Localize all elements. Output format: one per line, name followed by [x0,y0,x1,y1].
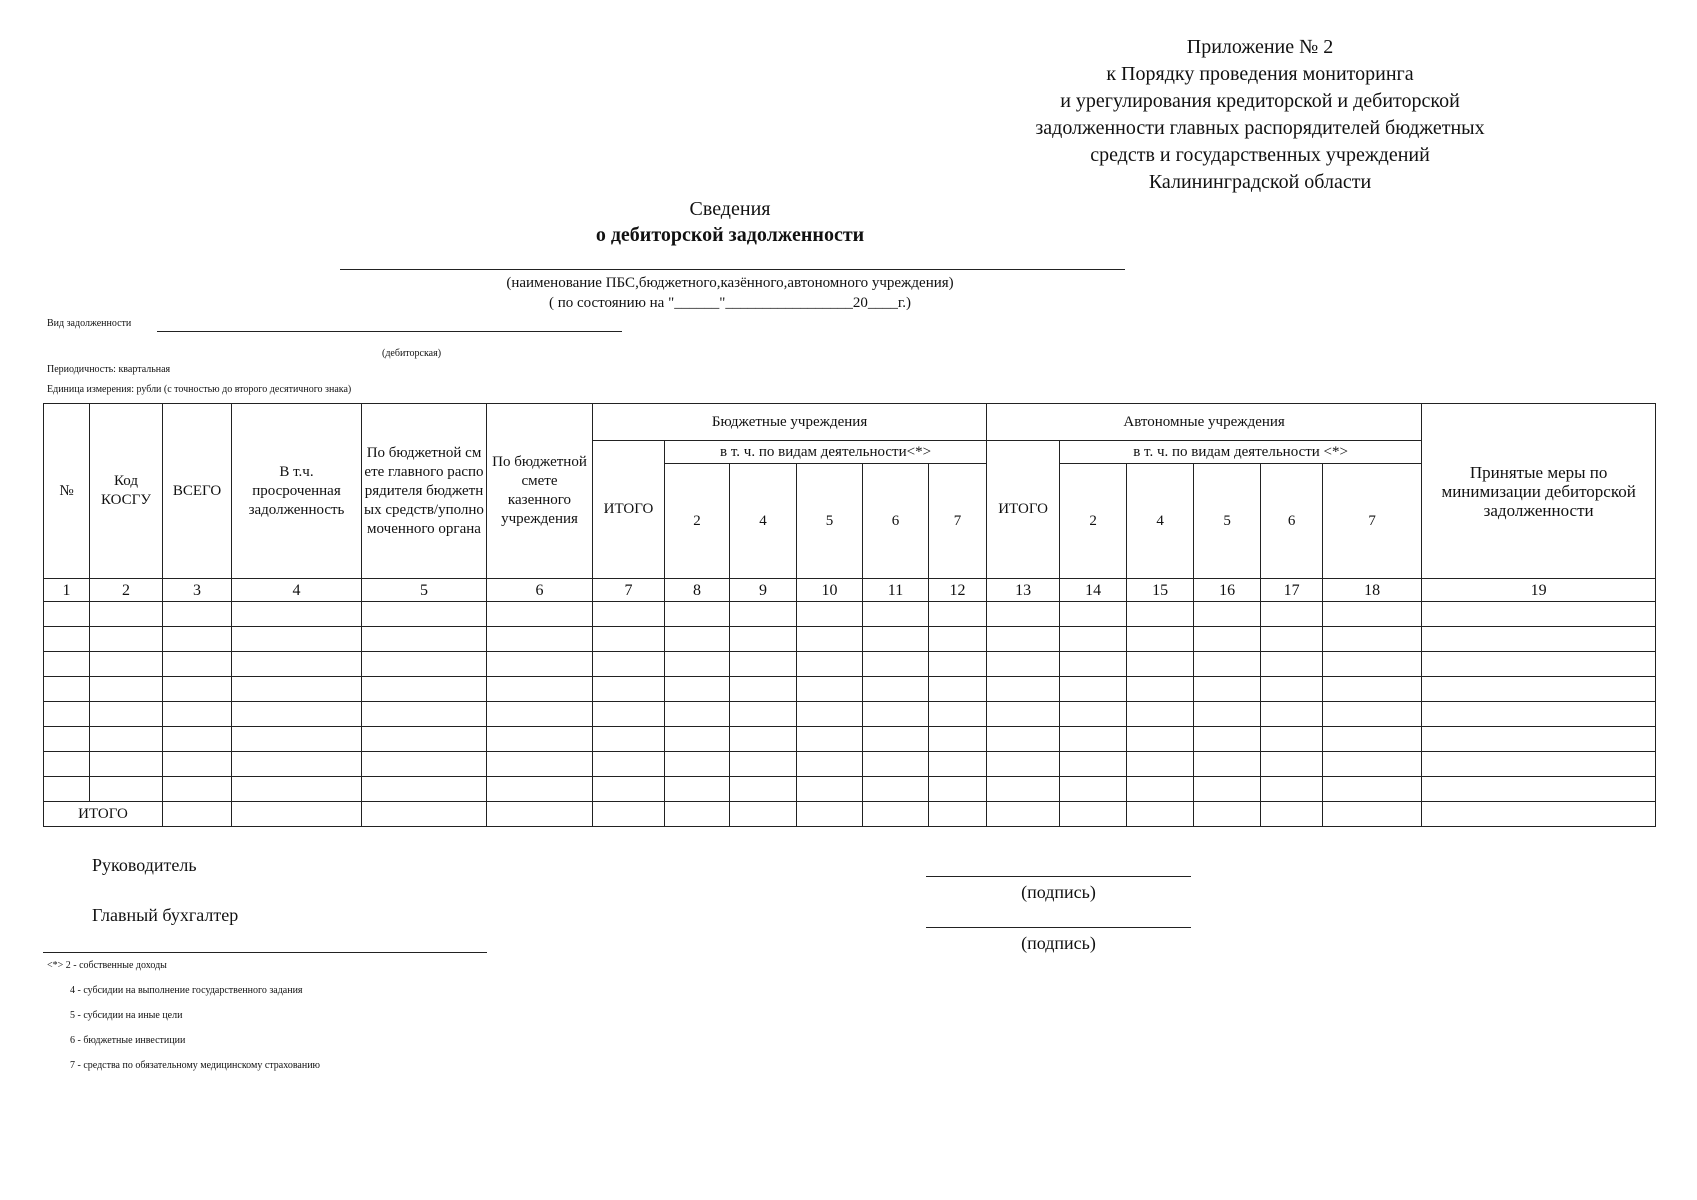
table-cell[interactable] [730,702,797,727]
debt-type-caption: (дебиторская) [382,348,442,359]
table-cell[interactable] [1261,777,1323,802]
table-cell[interactable] [730,777,797,802]
table-cell[interactable] [362,602,487,627]
annex-line: к Порядку проведения мониторинга [1106,63,1414,85]
table-cell[interactable] [863,752,929,777]
table-cell[interactable] [90,602,163,627]
footnote: 7 - средства по обязательному медицинскому страхованию [70,1060,321,1071]
table-cell[interactable] [1127,627,1194,652]
table-cell[interactable] [1127,652,1194,677]
table-cell[interactable] [1323,627,1422,652]
table-row [44,627,1656,652]
table-cell[interactable] [1060,677,1127,702]
table-cell[interactable] [929,677,987,702]
header-auto-activity: в т. ч. по видам деятельности <*> [1060,441,1422,464]
table-cell[interactable] [487,602,593,627]
accountant-signature-caption: (подпись) [1021,933,1096,953]
table-cell[interactable] [362,627,487,652]
column-number: 9 [730,579,797,602]
table-cell[interactable] [1422,752,1656,777]
table-cell[interactable] [487,727,593,752]
table-cell[interactable] [44,752,90,777]
table-cell[interactable] [593,702,665,727]
table-cell[interactable] [90,752,163,777]
column-number: 19 [1422,579,1656,602]
table-cell[interactable] [232,652,362,677]
table-row [44,652,1656,677]
table-cell[interactable] [1323,702,1422,727]
table-cell[interactable] [987,752,1060,777]
table-cell[interactable] [487,802,593,827]
table-cell[interactable] [730,752,797,777]
column-number: 5 [362,579,487,602]
table-cell[interactable] [797,602,863,627]
header-budget-institutions: Бюджетные учреждения [593,404,987,441]
table-cell[interactable] [1323,677,1422,702]
column-number: 14 [1060,579,1127,602]
head-label: Руководитель [92,855,197,875]
table-cell[interactable] [593,652,665,677]
table-cell[interactable] [487,777,593,802]
table-cell[interactable] [1127,727,1194,752]
activity-code: 5 [797,464,863,579]
table-cell[interactable] [987,702,1060,727]
head-signature-line[interactable] [926,876,1191,877]
table-cell[interactable] [362,777,487,802]
table-cell[interactable] [863,652,929,677]
table-cell[interactable] [362,752,487,777]
table-cell[interactable] [593,602,665,627]
table-cell[interactable] [163,627,232,652]
table-cell[interactable] [665,702,730,727]
column-number: 3 [163,579,232,602]
header-total: ВСЕГО [163,404,232,579]
column-number: 13 [987,579,1060,602]
table-cell[interactable] [1060,777,1127,802]
header-no: № [44,404,90,579]
table-cell[interactable] [90,777,163,802]
table-cell[interactable] [90,727,163,752]
table-cell[interactable] [929,652,987,677]
table-cell[interactable] [362,802,487,827]
table-cell[interactable] [232,802,362,827]
header-auto-itogo: ИТОГО [987,441,1060,579]
table-cell[interactable] [1127,602,1194,627]
table-cell[interactable] [730,802,797,827]
org-caption: (наименование ПБС,бюджетного,казённого,автономного учреждения) [506,275,954,291]
table-cell[interactable] [1194,777,1261,802]
table-cell[interactable] [232,777,362,802]
table-cell[interactable] [44,702,90,727]
table-cell[interactable] [487,627,593,652]
table-cell[interactable] [797,702,863,727]
table-row [44,702,1656,727]
column-number: 18 [1323,579,1422,602]
table-cell[interactable] [730,602,797,627]
table-cell[interactable] [929,752,987,777]
table-cell[interactable] [1194,802,1261,827]
table-cell[interactable] [1060,702,1127,727]
table-cell[interactable] [1422,802,1656,827]
table-cell[interactable] [929,727,987,752]
table-row [44,727,1656,752]
column-number: 16 [1194,579,1261,602]
activity-code: 2 [665,464,730,579]
table-cell[interactable] [1323,752,1422,777]
table-cell[interactable] [44,777,90,802]
table-cell[interactable] [1261,727,1323,752]
table-cell[interactable] [1261,702,1323,727]
debt-type-line[interactable] [157,331,622,332]
table-cell[interactable] [44,652,90,677]
footnote: <*> 2 - собственные доходы [47,960,167,971]
table-cell[interactable] [797,727,863,752]
table-cell[interactable] [1127,777,1194,802]
table-cell[interactable] [1060,602,1127,627]
table-cell[interactable] [863,727,929,752]
document-title: Сведения [689,198,771,220]
table-cell[interactable] [362,702,487,727]
column-number: 8 [665,579,730,602]
table-cell[interactable] [929,702,987,727]
column-number: 6 [487,579,593,602]
table-cell[interactable] [863,602,929,627]
table-row [44,677,1656,702]
unit-of-measure: Единица измерения: рубли (с точностью до второго десятичного знака) [47,384,352,395]
table-cell[interactable] [1060,752,1127,777]
table-cell[interactable] [44,727,90,752]
table-cell[interactable] [665,777,730,802]
column-number: 1 [44,579,90,602]
table-cell[interactable] [1194,727,1261,752]
table-cell[interactable] [1127,677,1194,702]
table-cell[interactable] [1422,727,1656,752]
annex-line: Приложение № 2 [1186,36,1334,58]
header-autonomous-institutions: Автономные учреждения [987,404,1422,441]
debt-table [43,403,1656,827]
table-cell[interactable] [1194,677,1261,702]
table-cell[interactable] [929,602,987,627]
table-cell[interactable] [797,677,863,702]
table-cell[interactable] [1194,602,1261,627]
table-cell[interactable] [665,752,730,777]
activity-code: 2 [1060,464,1127,579]
table-cell[interactable] [730,627,797,652]
table-cell[interactable] [163,702,232,727]
activity-code: 7 [929,464,987,579]
table-cell[interactable] [1127,752,1194,777]
table-cell[interactable] [1261,602,1323,627]
table-cell[interactable] [163,802,232,827]
table-cell[interactable] [1194,702,1261,727]
footnote: 6 - бюджетные инвестиции [70,1035,186,1046]
table-cell[interactable] [593,802,665,827]
table-cell[interactable] [362,727,487,752]
table-cell[interactable] [929,802,987,827]
footnote: 5 - субсидии на иные цели [70,1010,183,1021]
table-cell[interactable] [1194,652,1261,677]
column-numbers-row [44,579,1656,602]
activity-code: 4 [730,464,797,579]
table-cell[interactable] [665,802,730,827]
table-row [44,602,1656,627]
table-cell[interactable] [163,777,232,802]
table-cell[interactable] [665,602,730,627]
table-cell[interactable] [863,802,929,827]
annex-line: средств и государственных учреждений [1090,144,1430,166]
org-name-line[interactable] [340,269,1125,270]
table-cell[interactable] [163,677,232,702]
table-cell[interactable] [90,702,163,727]
table-cell[interactable] [797,652,863,677]
table-cell[interactable] [987,627,1060,652]
table-cell[interactable] [1127,702,1194,727]
column-number: 2 [90,579,163,602]
table-cell[interactable] [1261,677,1323,702]
table-cell[interactable] [593,777,665,802]
activity-code: 4 [1127,464,1194,579]
column-number: 17 [1261,579,1323,602]
table-cell[interactable] [593,727,665,752]
table-cell[interactable] [90,652,163,677]
header-measures: Принятые меры по минимизации дебиторской задолженности [1422,404,1656,579]
table-cell[interactable] [1060,727,1127,752]
column-number: 15 [1127,579,1194,602]
column-number: 4 [232,579,362,602]
table-cell[interactable] [362,652,487,677]
table-cell[interactable] [90,627,163,652]
table-cell[interactable] [1261,627,1323,652]
table-cell[interactable] [163,602,232,627]
table-cell[interactable] [665,652,730,677]
table-cell[interactable] [730,652,797,677]
column-number: 11 [863,579,929,602]
header-overdue: В т.ч. просроченная задолженность [232,404,362,579]
table-cell[interactable] [90,677,163,702]
table-cell[interactable] [863,702,929,727]
table-cell[interactable] [987,802,1060,827]
table-cell[interactable] [487,652,593,677]
table-cell[interactable] [730,727,797,752]
table-cell[interactable] [797,752,863,777]
table-cell[interactable] [797,627,863,652]
table-cell[interactable] [1261,802,1323,827]
table-cell[interactable] [1323,802,1422,827]
table-cell[interactable] [362,677,487,702]
table-cell[interactable] [232,727,362,752]
table-cell[interactable] [863,777,929,802]
table-cell[interactable] [987,652,1060,677]
table-cell[interactable] [665,727,730,752]
debt-type-label: Вид задолженности [47,318,132,329]
table-cell[interactable] [863,627,929,652]
table-cell[interactable] [1060,627,1127,652]
table-cell[interactable] [487,752,593,777]
column-number: 10 [797,579,863,602]
table-cell[interactable] [232,627,362,652]
header-kazen: По бюджетной смете казенного учреждения [487,404,593,579]
table-cell[interactable] [593,752,665,777]
table-cell[interactable] [987,727,1060,752]
table-cell[interactable] [593,677,665,702]
table-cell[interactable] [987,777,1060,802]
table-cell[interactable] [44,602,90,627]
table-row [44,752,1656,777]
total-row [44,802,1656,827]
table-cell[interactable] [1194,627,1261,652]
table-cell[interactable] [232,677,362,702]
table-cell[interactable] [1060,802,1127,827]
column-number: 12 [929,579,987,602]
table-cell[interactable] [232,602,362,627]
header-budget-itogo: ИТОГО [593,441,665,579]
head-signature-caption: (подпись) [1021,882,1096,902]
table-cell[interactable] [1261,652,1323,677]
table-cell[interactable] [797,777,863,802]
table-cell[interactable] [232,702,362,727]
footnote-separator [43,952,487,953]
header-main-budget: По бюджетной смете главного распорядителя бюджетных средств/уполномоченного органа [362,404,487,579]
table-cell[interactable] [487,702,593,727]
table-cell[interactable] [987,602,1060,627]
table-cell[interactable] [163,652,232,677]
activity-code: 5 [1194,464,1261,579]
table-cell[interactable] [1422,627,1656,652]
table-cell[interactable] [1422,777,1656,802]
table-cell[interactable] [1422,702,1656,727]
table-cell[interactable] [1323,652,1422,677]
accountant-signature-line[interactable] [926,927,1191,928]
table-cell[interactable] [163,752,232,777]
table-cell[interactable] [44,677,90,702]
table-cell[interactable] [1261,752,1323,777]
report-date: ( по состоянию на "______"_________________20____г.) [548,295,912,311]
table-cell[interactable] [1060,652,1127,677]
table-cell[interactable] [987,677,1060,702]
header-kosgu: Код КОСГУ [90,404,163,579]
table-cell[interactable] [593,627,665,652]
annex-line: задолженности главных распорядителей бюджетных [1035,117,1485,139]
table-cell[interactable] [487,677,593,702]
activity-code: 7 [1323,464,1422,579]
activity-code: 6 [863,464,929,579]
table-cell[interactable] [1323,602,1422,627]
total-row-label: ИТОГО [44,802,163,827]
document-subtitle: о дебиторской задолженности [595,224,865,246]
header-budget-activity: в т. ч. по видам деятельности<*> [665,441,987,464]
table-cell[interactable] [929,777,987,802]
column-number: 7 [593,579,665,602]
table-cell[interactable] [1194,752,1261,777]
table-cell[interactable] [665,627,730,652]
table-cell[interactable] [730,677,797,702]
table-cell[interactable] [1323,727,1422,752]
table-cell[interactable] [863,677,929,702]
periodicity: Периодичность: квартальная [47,364,171,375]
annex-line: и урегулирования кредиторской и дебиторской [1060,90,1460,112]
table-cell[interactable] [1422,677,1656,702]
table-cell[interactable] [1422,652,1656,677]
table-cell[interactable] [232,752,362,777]
footnote: 4 - субсидии на выполнение государственного задания [70,985,303,996]
table-cell[interactable] [929,627,987,652]
table-cell[interactable] [1127,802,1194,827]
table-cell[interactable] [44,627,90,652]
table-cell[interactable] [1422,602,1656,627]
activity-code: 6 [1261,464,1323,579]
accountant-label: Главный бухгалтер [92,905,239,925]
table-row [44,777,1656,802]
annex-block [980,34,1540,196]
table-cell[interactable] [1323,777,1422,802]
annex-line: Калининградской области [1148,171,1372,193]
table-cell[interactable] [797,802,863,827]
table-cell[interactable] [163,727,232,752]
table-cell[interactable] [665,677,730,702]
